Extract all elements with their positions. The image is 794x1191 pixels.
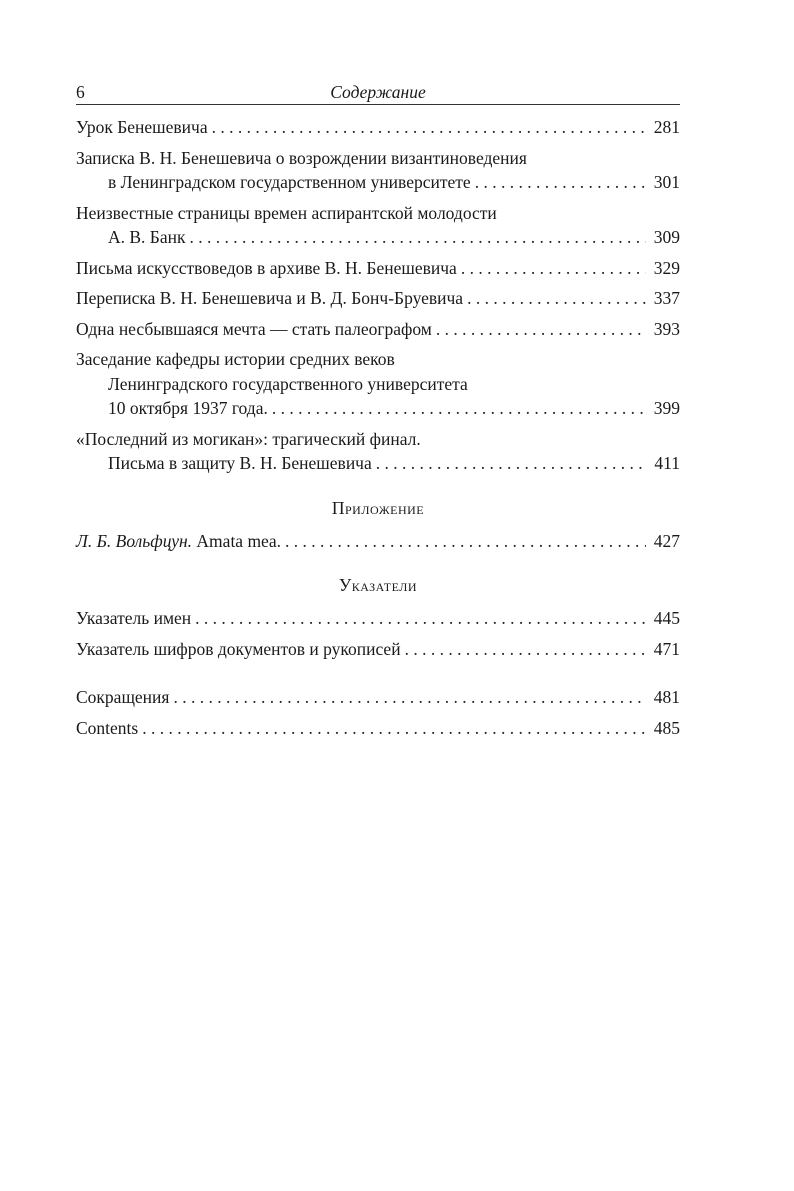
toc-page-number: 329 bbox=[653, 257, 680, 278]
toc-page-number: 281 bbox=[653, 117, 680, 137]
dot-leader bbox=[173, 685, 646, 710]
dot-leader bbox=[285, 529, 646, 554]
toc-page-number: 471 bbox=[653, 638, 680, 659]
toc-entry-author: Л. Б. Вольфцун. bbox=[76, 530, 193, 551]
toc-page-number: 411 bbox=[654, 453, 680, 473]
section-heading-appendix: Приложение bbox=[331, 497, 425, 518]
toc-page-number: 445 bbox=[653, 608, 680, 628]
toc-entry[interactable] bbox=[76, 529, 680, 554]
dot-leader bbox=[475, 170, 646, 195]
toc-page-number: 481 bbox=[653, 687, 680, 707]
toc-entry[interactable] bbox=[76, 286, 680, 311]
toc-entry-title: «Последний из могикан»: трагический финал. bbox=[76, 428, 421, 449]
toc-entry-title: Contents bbox=[76, 717, 139, 738]
dot-leader bbox=[467, 286, 646, 311]
toc-entry[interactable] bbox=[76, 427, 680, 476]
toc-entry-title: Заседание кафедры истории средних веков bbox=[76, 349, 395, 369]
toc-entry[interactable] bbox=[76, 146, 680, 195]
toc-entry[interactable] bbox=[76, 115, 680, 140]
page-number: 6 bbox=[76, 82, 85, 102]
section-heading-indexes: Указатели bbox=[338, 575, 418, 595]
toc-entry-title: Amata mea. bbox=[196, 530, 281, 551]
toc-page-number: 301 bbox=[653, 172, 680, 192]
page bbox=[76, 78, 680, 746]
toc-entry-title: Указатель имен bbox=[76, 608, 192, 628]
dot-leader bbox=[212, 115, 646, 140]
toc-entry-title: Урок Бенешевича bbox=[76, 117, 208, 137]
running-title: Содержание bbox=[330, 82, 426, 102]
toc-entry-author: А. В. Банк bbox=[108, 227, 186, 247]
dot-leader bbox=[376, 451, 646, 476]
toc-page-number: 309 bbox=[653, 227, 680, 247]
toc-entry[interactable] bbox=[76, 201, 680, 250]
toc-entry-title-cont: Письма в защиту В. Н. Бенешевича bbox=[108, 453, 372, 473]
toc-entry-title-cont: Ленинградского государственного университета bbox=[108, 373, 468, 394]
toc-entry[interactable] bbox=[76, 606, 680, 631]
toc-entry-title: Одна несбывшаяся мечта — стать палеографом bbox=[76, 318, 432, 339]
toc-page-number: 393 bbox=[653, 318, 680, 339]
toc-entry[interactable] bbox=[76, 347, 680, 421]
toc-page-number: 485 bbox=[653, 717, 680, 738]
toc-entry-title: Сокращения bbox=[76, 687, 170, 707]
toc-entry-title: Указатель шифров документов и рукописей bbox=[76, 638, 401, 659]
toc-page-number: 399 bbox=[653, 398, 680, 418]
toc-entry-title-cont: 10 октября 1937 года. bbox=[108, 398, 268, 418]
dot-leader bbox=[405, 637, 646, 662]
toc-entry[interactable] bbox=[76, 685, 680, 710]
running-header bbox=[76, 78, 680, 105]
toc-entry-title-cont: в Ленинградском государственном университете bbox=[108, 172, 471, 192]
toc-entry-title: Неизвестные страницы времен аспирантской молодости bbox=[76, 202, 497, 223]
dot-leader bbox=[461, 256, 646, 281]
toc-entry-title: Записка В. Н. Бенешевича о возрождении византиноведения bbox=[76, 147, 527, 168]
table-of-contents bbox=[76, 115, 680, 740]
toc-entry[interactable] bbox=[76, 716, 680, 741]
dot-leader bbox=[190, 225, 647, 250]
toc-page-number: 427 bbox=[653, 530, 680, 551]
toc-entry[interactable] bbox=[76, 637, 680, 662]
toc-entry-title: Письма искусствоведов в архиве В. Н. Бенешевича bbox=[76, 257, 457, 278]
dot-leader bbox=[195, 606, 646, 631]
toc-entry-title: Переписка В. Н. Бенешевича и В. Д. Бонч-Бруевича bbox=[76, 288, 464, 308]
dot-leader bbox=[436, 317, 646, 342]
dot-leader bbox=[142, 716, 646, 741]
spacer bbox=[76, 667, 680, 685]
toc-entry[interactable] bbox=[76, 317, 680, 342]
dot-leader bbox=[272, 396, 646, 421]
toc-page-number: 337 bbox=[653, 288, 680, 308]
toc-entry[interactable] bbox=[76, 256, 680, 281]
